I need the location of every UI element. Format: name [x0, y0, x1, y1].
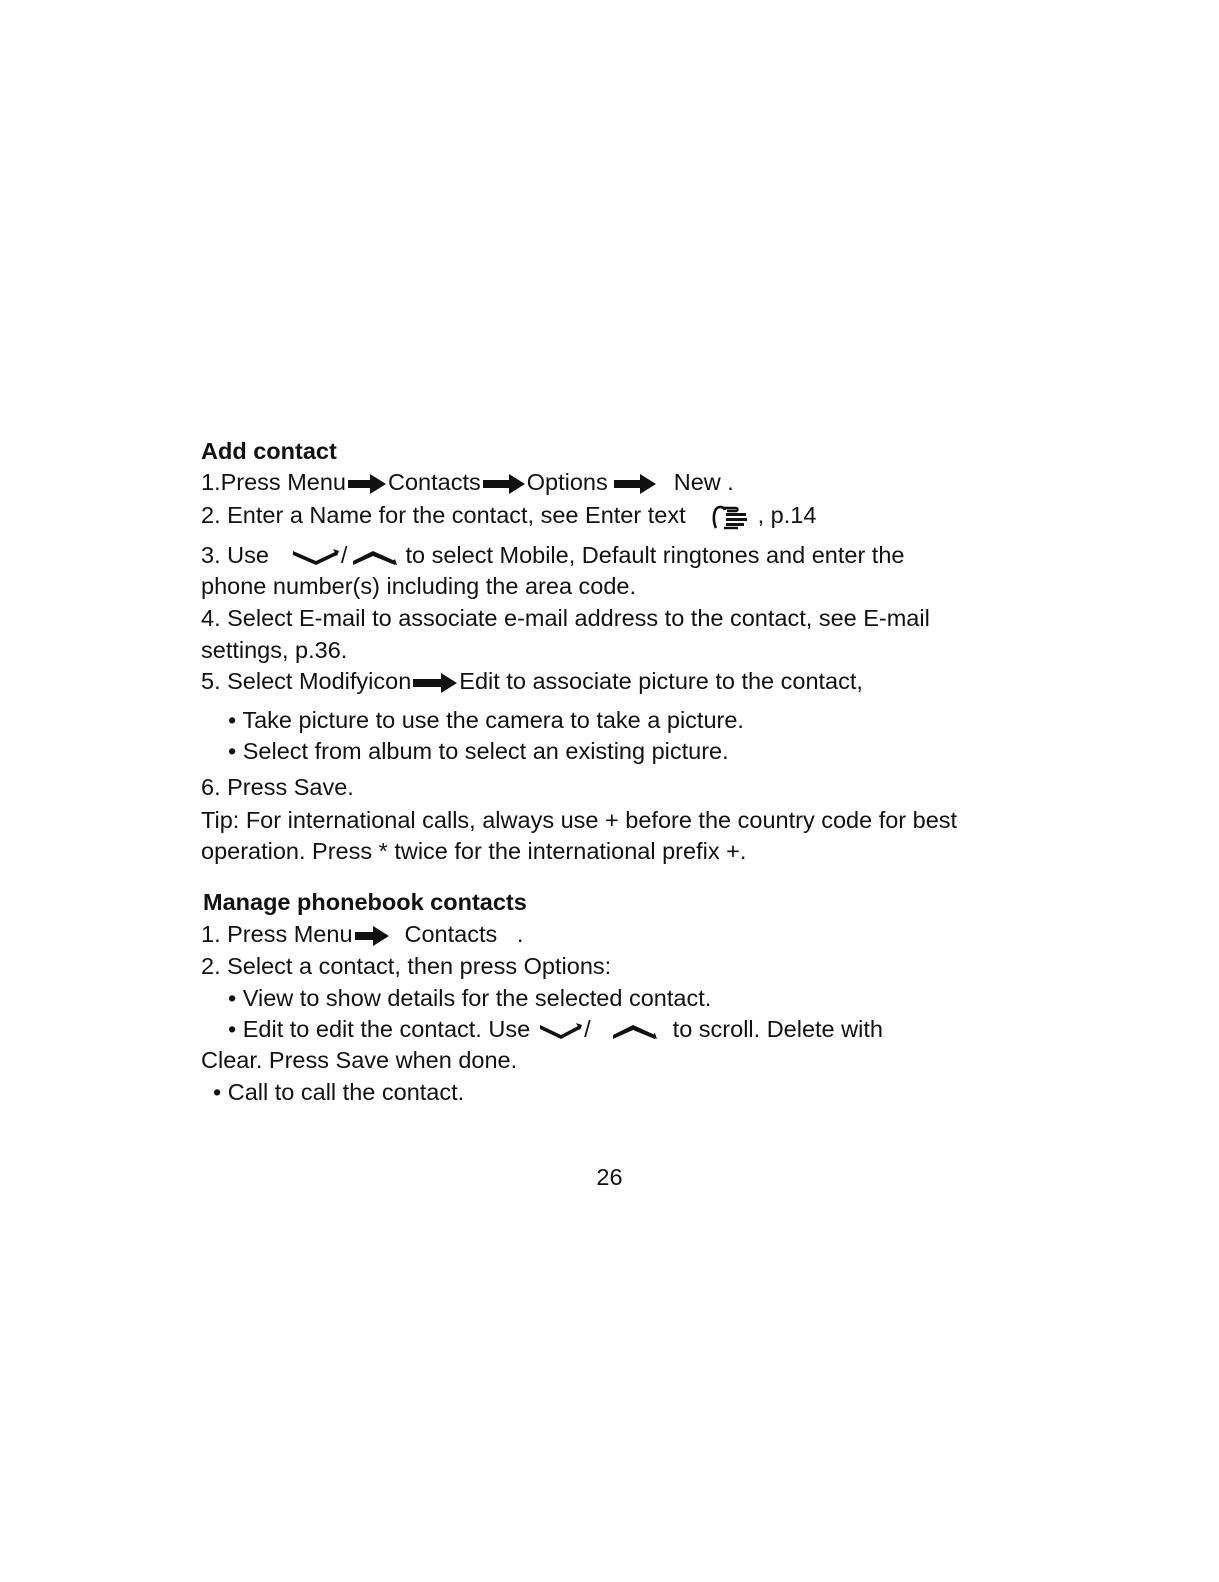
edit-rest: to scroll. Delete with [672, 1016, 883, 1042]
list-item: • View to show details for the selected contact. [228, 985, 712, 1011]
pointing-hand-icon [710, 502, 756, 532]
list-item: • Call to call the contact. [213, 1079, 465, 1105]
chevron-down-icon [291, 547, 341, 567]
list-item: • Select from album to select an existing picture. [228, 738, 729, 764]
step-5-prefix: 5. Select Modifyicon [201, 668, 412, 694]
chevron-down-icon [538, 1021, 584, 1041]
right-arrow-icon [353, 924, 391, 948]
step-1-options: Options [526, 469, 608, 495]
step-1-new: New . [673, 469, 734, 495]
step-5-rest: Edit to associate picture to the contact, [459, 668, 863, 694]
step-1-prefix: 1.Press Menu [201, 469, 346, 495]
add-contact-step-5 [201, 666, 863, 696]
add-contact-step-1 [201, 467, 734, 497]
right-arrow-icon [411, 671, 459, 695]
add-contact-heading: Add contact [201, 438, 337, 464]
list-item [228, 1014, 883, 1044]
manage-step-1 [201, 919, 523, 949]
edit-prefix: • Edit to edit the contact. Use [228, 1016, 531, 1042]
step-2-text: 2. Enter a Name for the contact, see Enter text [201, 502, 686, 528]
add-contact-step-2 [201, 500, 816, 530]
step-3-slash: / [340, 542, 348, 568]
add-contact-step-3 [201, 540, 904, 570]
chevron-up-icon [611, 1021, 657, 1041]
chevron-up-icon [351, 547, 397, 567]
add-contact-step-4: 4. Select E-mail to associate e-mail address to the contact, see E-mail [201, 605, 930, 631]
list-item: • Take picture to use the camera to take a picture. [228, 707, 744, 733]
edit-slash: / [584, 1016, 591, 1042]
edit-cont: Clear. Press Save when done. [201, 1047, 518, 1073]
tip-line-1: Tip: For international calls, always use + before the country code for best [201, 807, 958, 833]
step-2-ref: , p.14 [757, 502, 817, 528]
manage-step-1-rest: Contacts . [404, 921, 524, 947]
add-contact-step-4-cont: settings, p.36. [201, 637, 348, 663]
step-3-rest: to select Mobile, Default ringtones and enter the [405, 542, 905, 568]
tip-line-2: operation. Press * twice for the international prefix +. [201, 838, 747, 864]
manage-step-2: 2. Select a contact, then press Options: [201, 953, 612, 979]
manage-step-1-prefix: 1. Press Menu [201, 921, 353, 947]
step-3-prefix: 3. Use [201, 542, 269, 568]
add-contact-step-6: 6. Press Save. [201, 774, 354, 800]
manage-contacts-heading: Manage phonebook contacts [203, 889, 527, 915]
right-arrow-icon [346, 472, 388, 496]
right-arrow-icon [610, 472, 658, 496]
right-arrow-icon [481, 472, 527, 496]
add-contact-step-3-cont: phone number(s) including the area code. [201, 573, 637, 599]
page-number: 26 [596, 1164, 623, 1190]
step-1-contacts: Contacts [387, 469, 481, 495]
